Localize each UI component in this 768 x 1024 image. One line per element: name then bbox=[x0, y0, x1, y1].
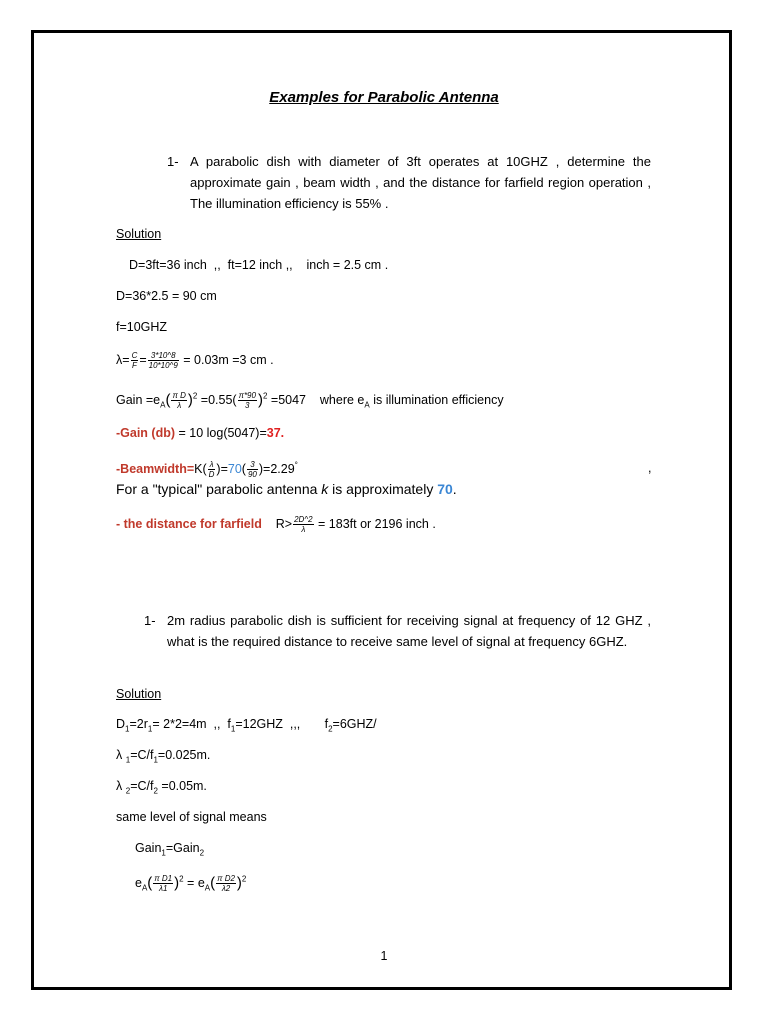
solution-2-heading: Solution bbox=[116, 687, 162, 701]
frequency-value: f=10GHZ bbox=[116, 320, 168, 334]
question-2-number: 1- bbox=[144, 613, 156, 628]
k-value: 70 bbox=[227, 461, 242, 476]
same-level-text: same level of signal means bbox=[116, 810, 267, 824]
diameter-frequency-line: $D_1=2r_1= 2*2=4m$ ,, $f_1=12GHZ$ ,,, $f_2=6GHZ/$ bbox=[116, 717, 377, 734]
three-over-ninety-fraction: $\frac{3}{90}$ bbox=[247, 460, 257, 479]
diameter-calc: D=36*2.5 = 90 cm bbox=[116, 289, 217, 303]
lambda-1-line: λ $_1=C/f_1=0.025m$. bbox=[116, 748, 211, 765]
wavelength-calc bbox=[116, 351, 274, 370]
typical-note: For a "typical" parabolic antenna k is approximately 70. bbox=[116, 481, 457, 497]
page-number: 1 bbox=[380, 949, 388, 963]
question-1-number: 1- bbox=[167, 154, 179, 169]
gain-equality: Gain$_1$=Gain$_2$ bbox=[135, 841, 205, 858]
lambda-2-line: λ $_2=C/f_2 =0.05m$. bbox=[116, 779, 207, 796]
gain-calc: Gain $=e_A$( $\frac{\text{π D}}{\lambda}$ )$^2$ =0.55( $\frac{\pi*90}{3}$ )$^2$ =5047 where $e_A$ is illumination efficiency bbox=[116, 391, 504, 410]
lambda-eq: = bbox=[139, 352, 147, 367]
trailing-comma: , bbox=[648, 461, 652, 475]
gain-db-value: 37. bbox=[266, 426, 285, 440]
pi-d-over-lambda-fraction: $\frac{\text{π D}}{\lambda}$ bbox=[172, 391, 186, 410]
beamwidth-line: -Beamwidth=K( $\frac{\lambda}{D}$ )=70( $\frac{3}{90}$ )=2.29° bbox=[116, 460, 298, 479]
page-title: Examples for Parabolic Antenna bbox=[269, 89, 499, 106]
given-values: D=3ft=36 inch ,, ft=12 inch ,, inch = 2.5 cm . bbox=[129, 258, 389, 272]
beamwidth-label: -Beamwidth= bbox=[116, 461, 195, 476]
gain-db-label: -Gain (db) bbox=[116, 426, 176, 440]
gain-db-line: -Gain (db) = 10 log(5047)=37. bbox=[116, 426, 285, 440]
lambda-over-d-fraction: $\frac{\lambda}{D}$ bbox=[208, 460, 215, 479]
lambda-result: = 0.03m =3 cm . bbox=[183, 352, 274, 367]
solution-1-heading: Solution bbox=[116, 227, 162, 241]
2d2-over-lambda-fraction: $\frac{2D\^{}2}{\lambda}$ bbox=[294, 515, 313, 534]
typical-k-value: 70 bbox=[437, 481, 453, 497]
question-1-text: A parabolic dish with diameter of 3ft operates at 10GHZ , determine the approximate gain , beam width , and the distance for farfield region operation , The illumination efficiency is 55% . bbox=[190, 154, 651, 211]
farfield-line: - the distance for farfield R> $\frac{2D\^{}2}{\lambda}$ = 183ft or 2196 inch . bbox=[116, 515, 436, 534]
pi-d1-over-lambda1-fraction: $\frac{\text{π D1}}{\lambda 1}$ bbox=[154, 874, 173, 893]
numeric-fraction: $\frac{3*10\^{}8}{10*10\^{}9}$ bbox=[148, 351, 178, 370]
question-2-text: 2m radius parabolic dish is sufficient for receiving signal at frequency of 12 GHZ , what is the required distance to receive same level of signal at frequency 6GHZ. bbox=[167, 613, 651, 649]
lambda-prefix: λ= bbox=[116, 352, 130, 367]
pi-90-over-3-fraction: $\frac{\pi*90}{3}$ bbox=[238, 391, 256, 410]
c-over-f-fraction: $\frac{C}{F}$ bbox=[131, 351, 138, 370]
pi-d2-over-lambda2-fraction: $\frac{\text{π D2}}{\lambda 2}$ bbox=[217, 874, 235, 893]
final-equation: $e_A$( $\frac{\text{π D1}}{\lambda 1}$ )$^2 = e_A$( $\frac{\text{π D2}}{\lambda 2}$ )$^2$ bbox=[135, 874, 247, 893]
farfield-label: - the distance for farfield bbox=[116, 516, 262, 531]
